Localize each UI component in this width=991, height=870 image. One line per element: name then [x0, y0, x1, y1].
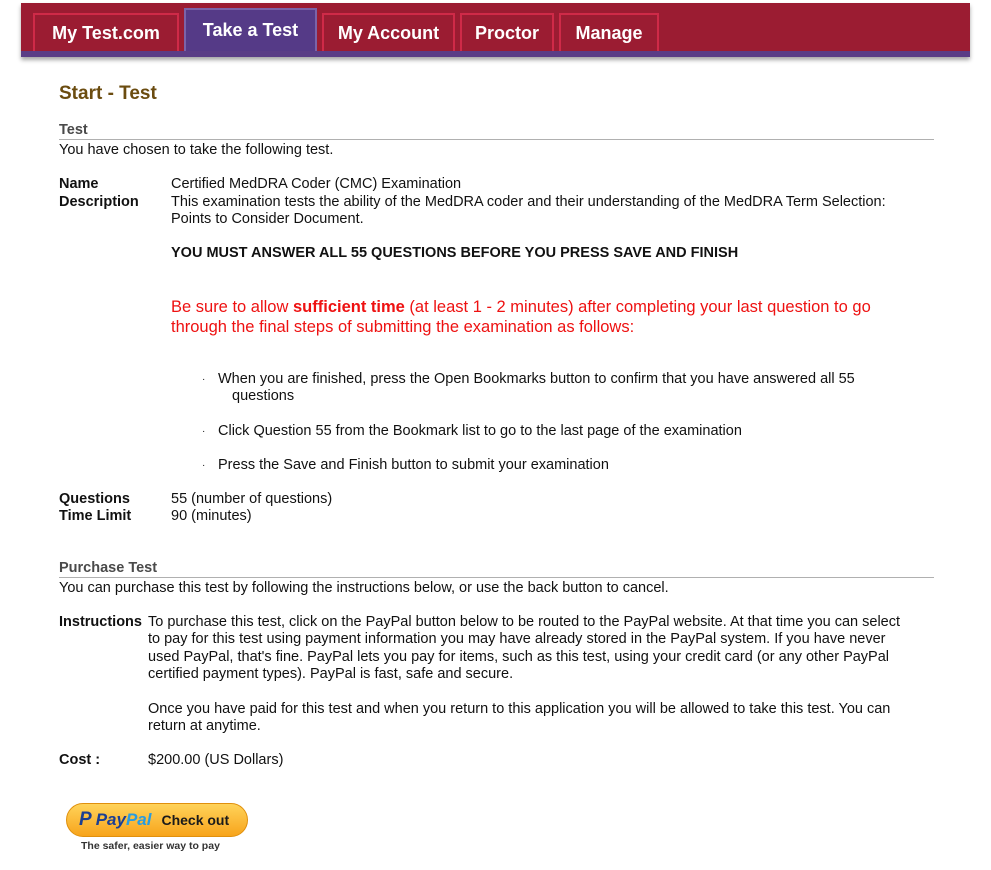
- step-1-line-1: When you are finished, press the Open Bookmarks button to confirm that you have answered all 55: [218, 371, 855, 387]
- test-intro: You have chosen to take the following test.: [59, 142, 334, 158]
- tab-take-a-test[interactable]: Take a Test: [184, 8, 317, 51]
- tab-manage[interactable]: Manage: [559, 13, 659, 51]
- tab-my-test[interactable]: My Test.com: [33, 13, 179, 51]
- description-line-1: This examination tests the ability of the MedDRA coder and their understanding of the MedDRA Term Selection:: [171, 194, 886, 210]
- time-note-line-2: through the final steps of submitting the examination as follows:: [171, 318, 635, 336]
- paypal-wordmark: PayPal: [95, 810, 152, 829]
- return-line-1: Once you have paid for this test and when you return to this application you will be allowed to take this test. You can: [148, 701, 891, 717]
- time-limit-value: 90 (minutes): [171, 508, 252, 524]
- paypal-checkout-button[interactable]: [66, 803, 248, 837]
- instructions-label: Instructions: [59, 614, 142, 630]
- top-nav: [21, 3, 970, 57]
- bullet-icon: ·: [202, 426, 206, 437]
- purchase-intro: You can purchase this test by following the instructions below, or use the back button to cancel.: [59, 580, 669, 596]
- page-title: Start - Test: [59, 83, 157, 104]
- time-limit-label: Time Limit: [59, 508, 132, 524]
- instructions-line-1: To purchase this test, click on the PayPal button below to be routed to the PayPal website. At that time you can select: [148, 614, 901, 630]
- step-3: Press the Save and Finish button to submit your examination: [218, 457, 609, 473]
- paypal-logo-icon: P: [79, 809, 92, 830]
- paypal-tagline: The safer, easier way to pay: [81, 840, 220, 852]
- cost-label: Cost :: [59, 752, 101, 768]
- warning-text: YOU MUST ANSWER ALL 55 QUESTIONS BEFORE YOU PRESS SAVE AND FINISH: [171, 245, 739, 261]
- test-section-title: Test: [59, 122, 934, 140]
- return-line-2: return at anytime.: [148, 718, 261, 734]
- description-line-2: Points to Consider Document.: [171, 211, 364, 227]
- purchase-section-title: Purchase Test: [59, 560, 934, 578]
- tab-proctor[interactable]: Proctor: [460, 13, 554, 51]
- bullet-icon: ·: [202, 460, 206, 471]
- step-1-line-2: questions: [232, 388, 295, 404]
- time-note-line-1: Be sure to allow sufficient time (at least 1 - 2 minutes) after completing your last question to go: [171, 298, 871, 316]
- questions-label: Questions: [59, 491, 130, 507]
- name-label: Name: [59, 176, 99, 192]
- instructions-line-3: used PayPal, that's fine. PayPal lets you pay for items, such as this test, using your credit card (or any other PayPal: [148, 649, 890, 665]
- bullet-icon: ·: [202, 374, 206, 385]
- questions-value: 55 (number of questions): [171, 491, 333, 507]
- list-item: [202, 371, 902, 405]
- list-item: [202, 457, 902, 474]
- step-2: Click Question 55 from the Bookmark list to go to the last page of the examination: [218, 423, 742, 439]
- name-value: Certified MedDRA Coder (CMC) Examination: [171, 176, 462, 192]
- instructions-line-2: to pay for this test using payment information you may have already stored in the PayPal system. If you have never: [148, 631, 886, 647]
- instructions-line-4: certified payment types). PayPal is fast, safe and secure.: [148, 666, 514, 682]
- tab-my-account[interactable]: My Account: [322, 13, 455, 51]
- checkout-label: Check out: [161, 812, 230, 828]
- description-label: Description: [59, 194, 139, 210]
- list-item: [202, 423, 902, 440]
- cost-value: $200.00 (US Dollars): [148, 752, 284, 768]
